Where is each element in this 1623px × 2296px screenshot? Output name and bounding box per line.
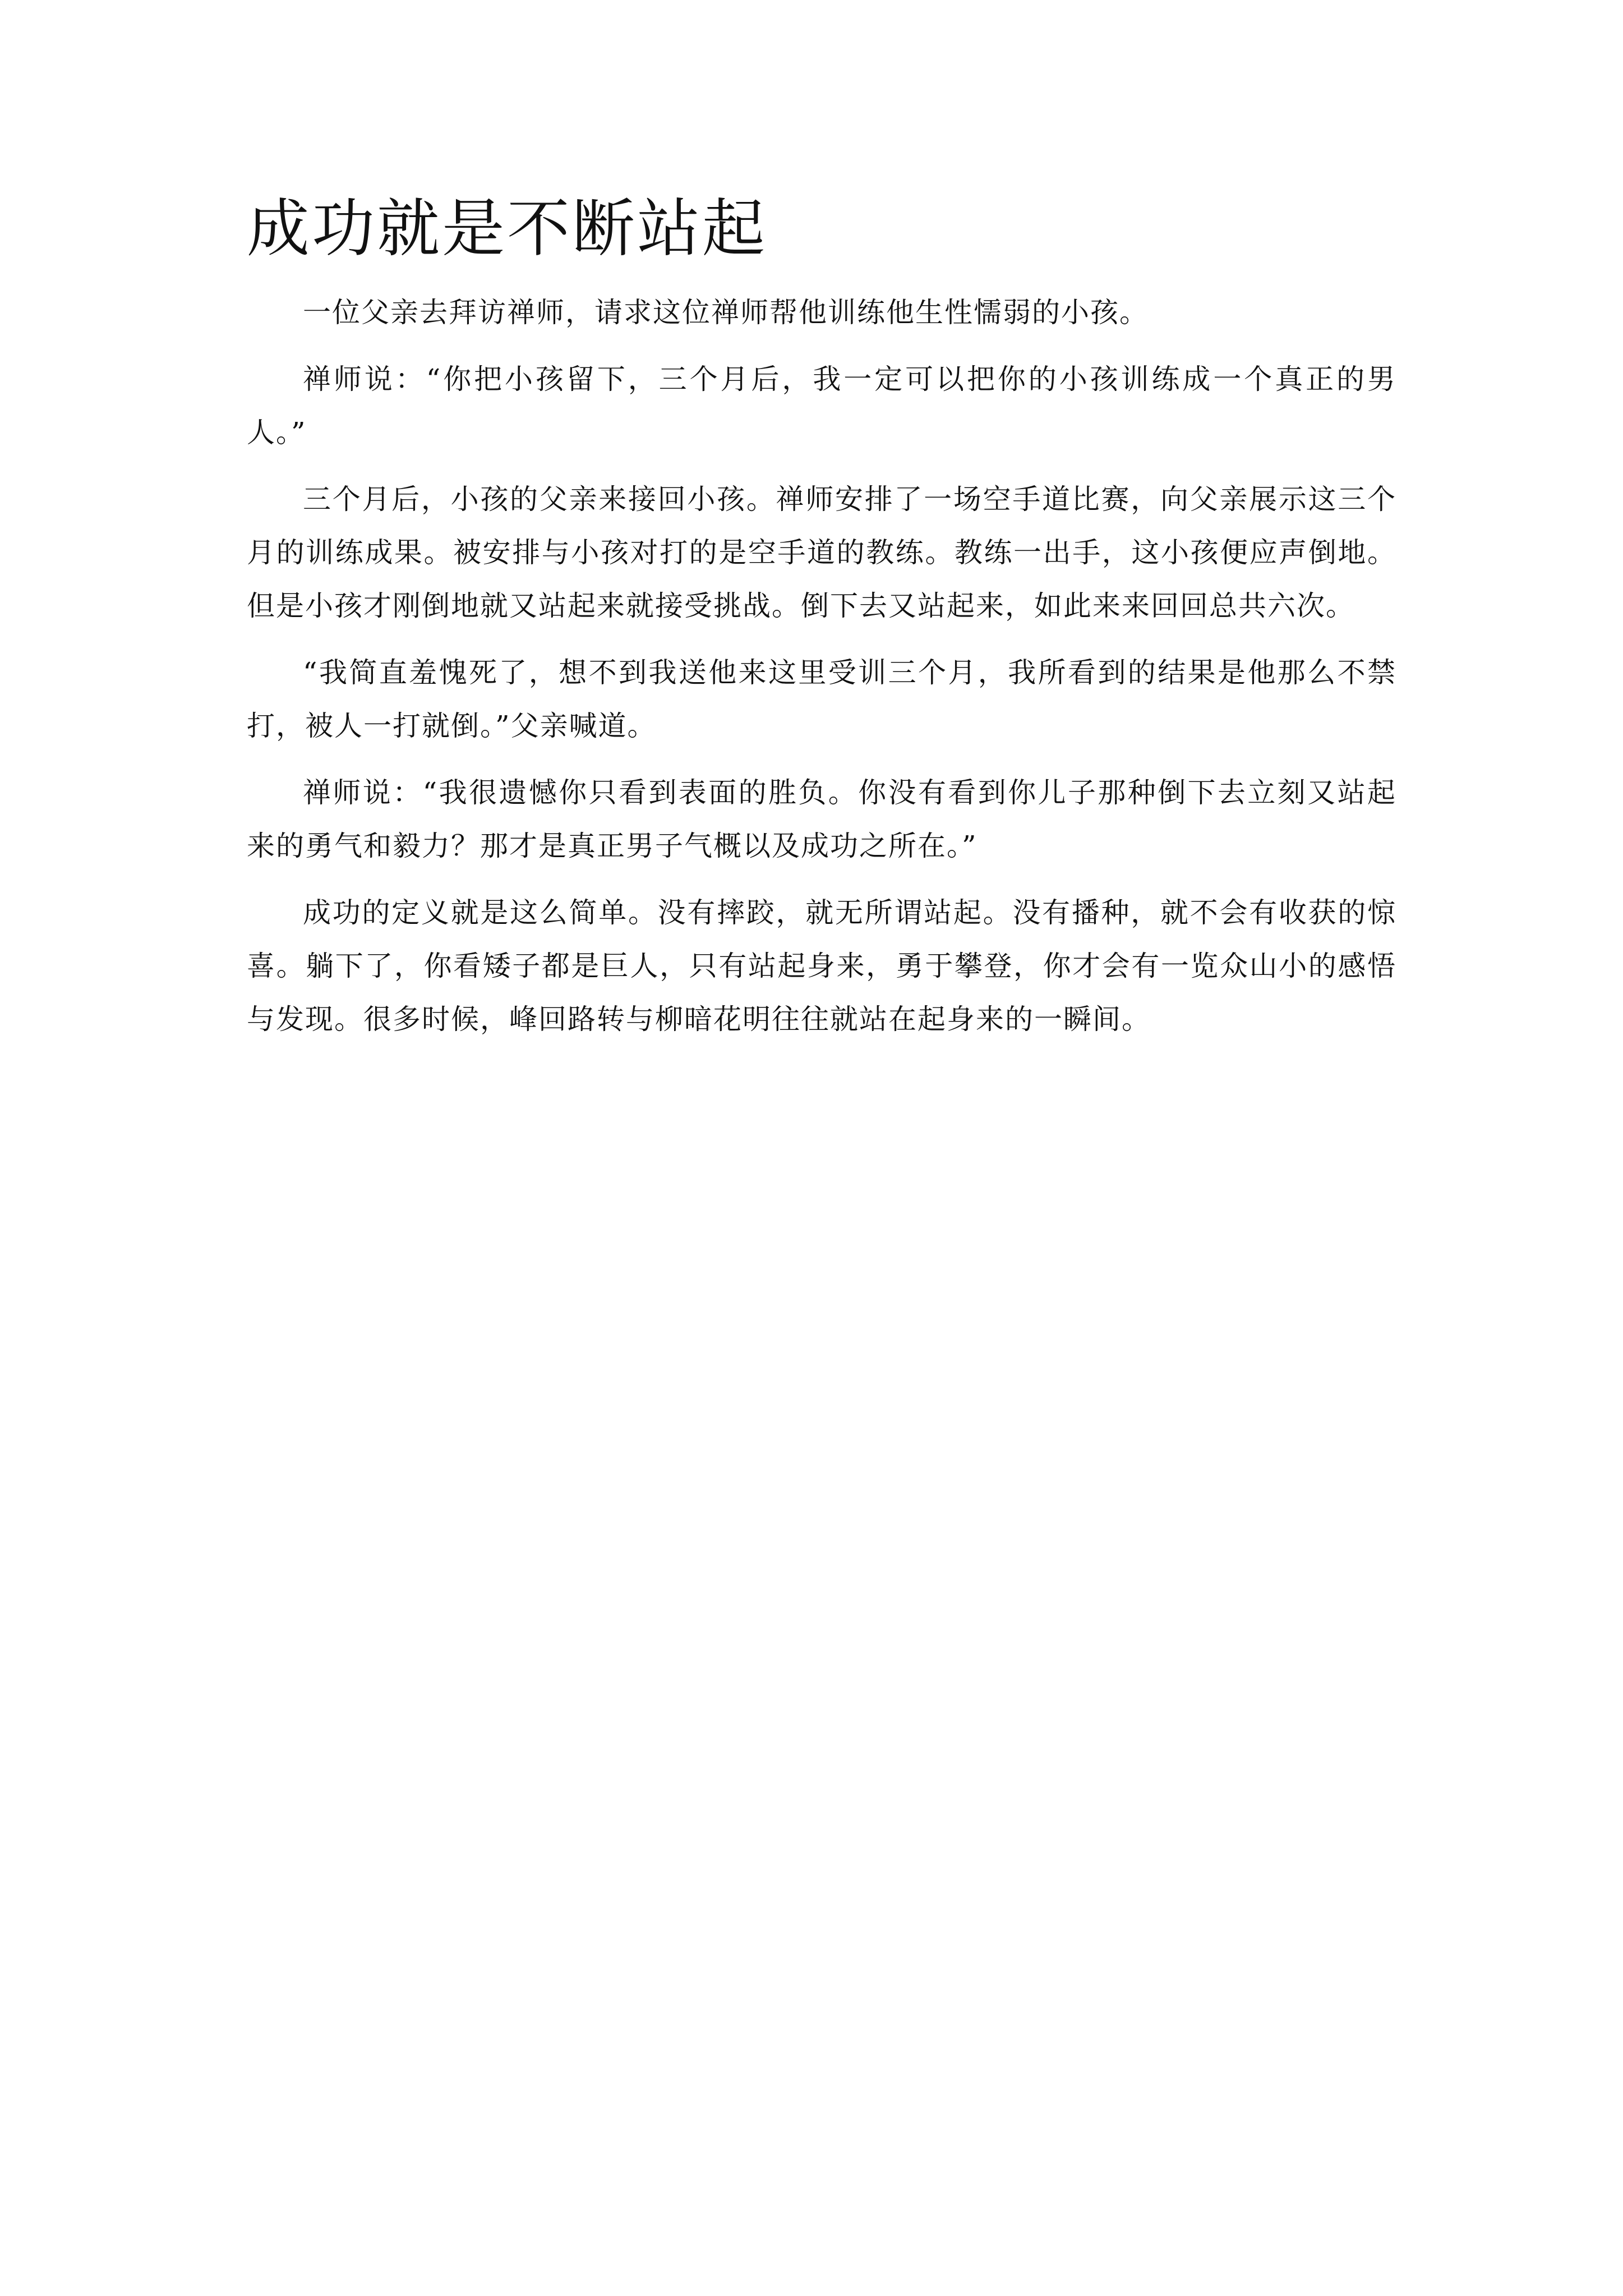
paragraph: 三个月后，小孩的父亲来接回小孩。禅师安排了一场空手道比赛，向父亲展示这三个月的训练成果。被安排与小孩对打的是空手道的教练。教练一出手，这小孩便应声倒地。但是小孩才刚倒地就又站起来就接受挑战。倒下去又站起来，如此来来回回总共六次。	[247, 483, 1396, 622]
paragraph: 成功的定义就是这么简单。没有摔跤，就无所谓站起。没有播种，就不会有收获的惊喜。躺下了，你看矮子都是巨人，只有站起身来，勇于攀登，你才会有一览众山小的感悟与发现。很多时候，峰回路转与柳暗花明往往就站在起身来的一瞬间。	[247, 896, 1396, 1036]
paragraph: 一位父亲去拜访禅师，请求这位禅师帮他训练他生性懦弱的小孩。	[303, 296, 1149, 329]
paragraph: 禅师说：“你把小孩留下，三个月后，我一定可以把你的小孩训练成一个真正的男人。”	[247, 363, 1396, 449]
paragraph: “我简直羞愧死了，想不到我送他来这里受训三个月，我所看到的结果是他那么不禁打，被人一打就倒。”父亲喊道。	[247, 656, 1396, 742]
document-body	[247, 286, 1396, 1060]
document-title: 成功就是不断站起	[247, 192, 767, 265]
paragraph: 禅师说：“我很遗憾你只看到表面的胜负。你没有看到你儿子那种倒下去立刻又站起来的勇气和毅力？那才是真正男子气概以及成功之所在。”	[247, 776, 1396, 862]
